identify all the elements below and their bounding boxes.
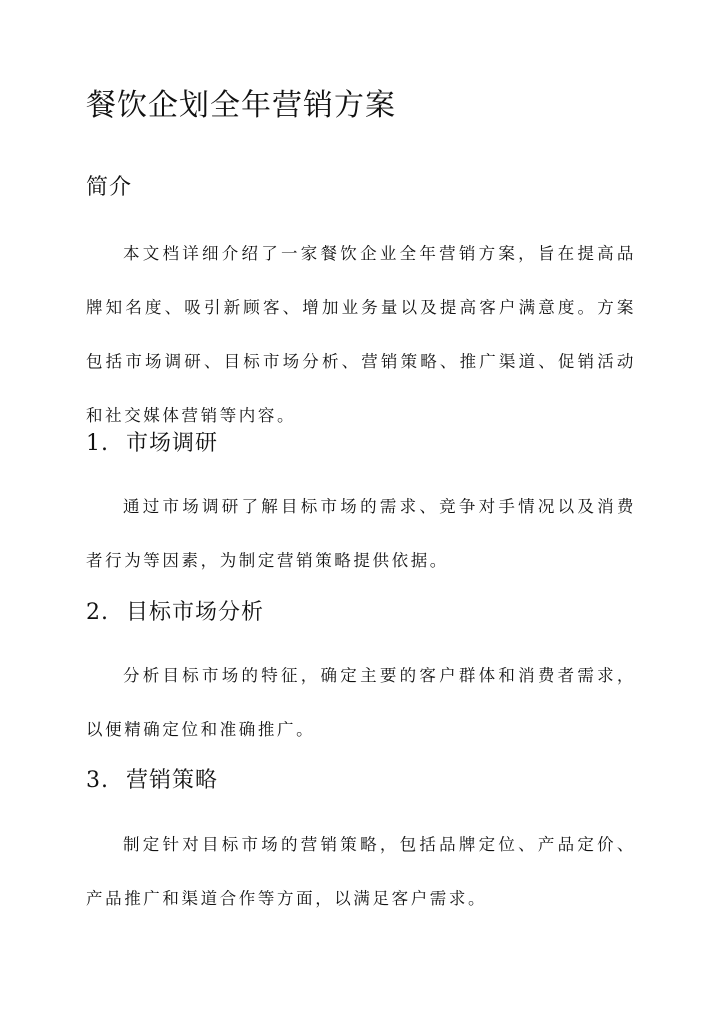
section-2-heading <box>86 597 264 629</box>
section-3-title: 营销策略 <box>126 768 219 793</box>
intro-heading: 简介 <box>86 175 133 200</box>
section-1-heading <box>86 428 218 460</box>
section-1-title: 市场调研 <box>126 431 219 456</box>
section-2-number: 2. <box>86 600 109 625</box>
section-1-paragraph: 通过市场调研了解目标市场的需求、竞争对手情况以及消费者行为等因素，为制定营销策略提供依据。 <box>86 497 636 570</box>
section-3-number: 3. <box>86 768 109 793</box>
section-3-paragraph: 制定针对目标市场的营销策略，包括品牌定位、产品定价、产品推广和渠道合作等方面，以满足客户需求。 <box>86 835 636 908</box>
intro-paragraph: 本文档详细介绍了一家餐饮企业全年营销方案，旨在提高品牌知名度、吸引新顾客、增加业务量以及提高客户满意度。方案包括市场调研、目标市场分析、营销策略、推广渠道、促销活动和社交媒体营销等内容。 <box>86 244 636 425</box>
section-1-number: 1. <box>86 431 109 456</box>
section-3-heading <box>86 765 218 797</box>
section-2-paragraph: 分析目标市场的特征，确定主要的客户群体和消费者需求，以便精确定位和准确推广。 <box>86 666 636 739</box>
section-2-title: 目标市场分析 <box>126 600 265 625</box>
document-title: 餐饮企划全年营销方案 <box>86 88 396 123</box>
